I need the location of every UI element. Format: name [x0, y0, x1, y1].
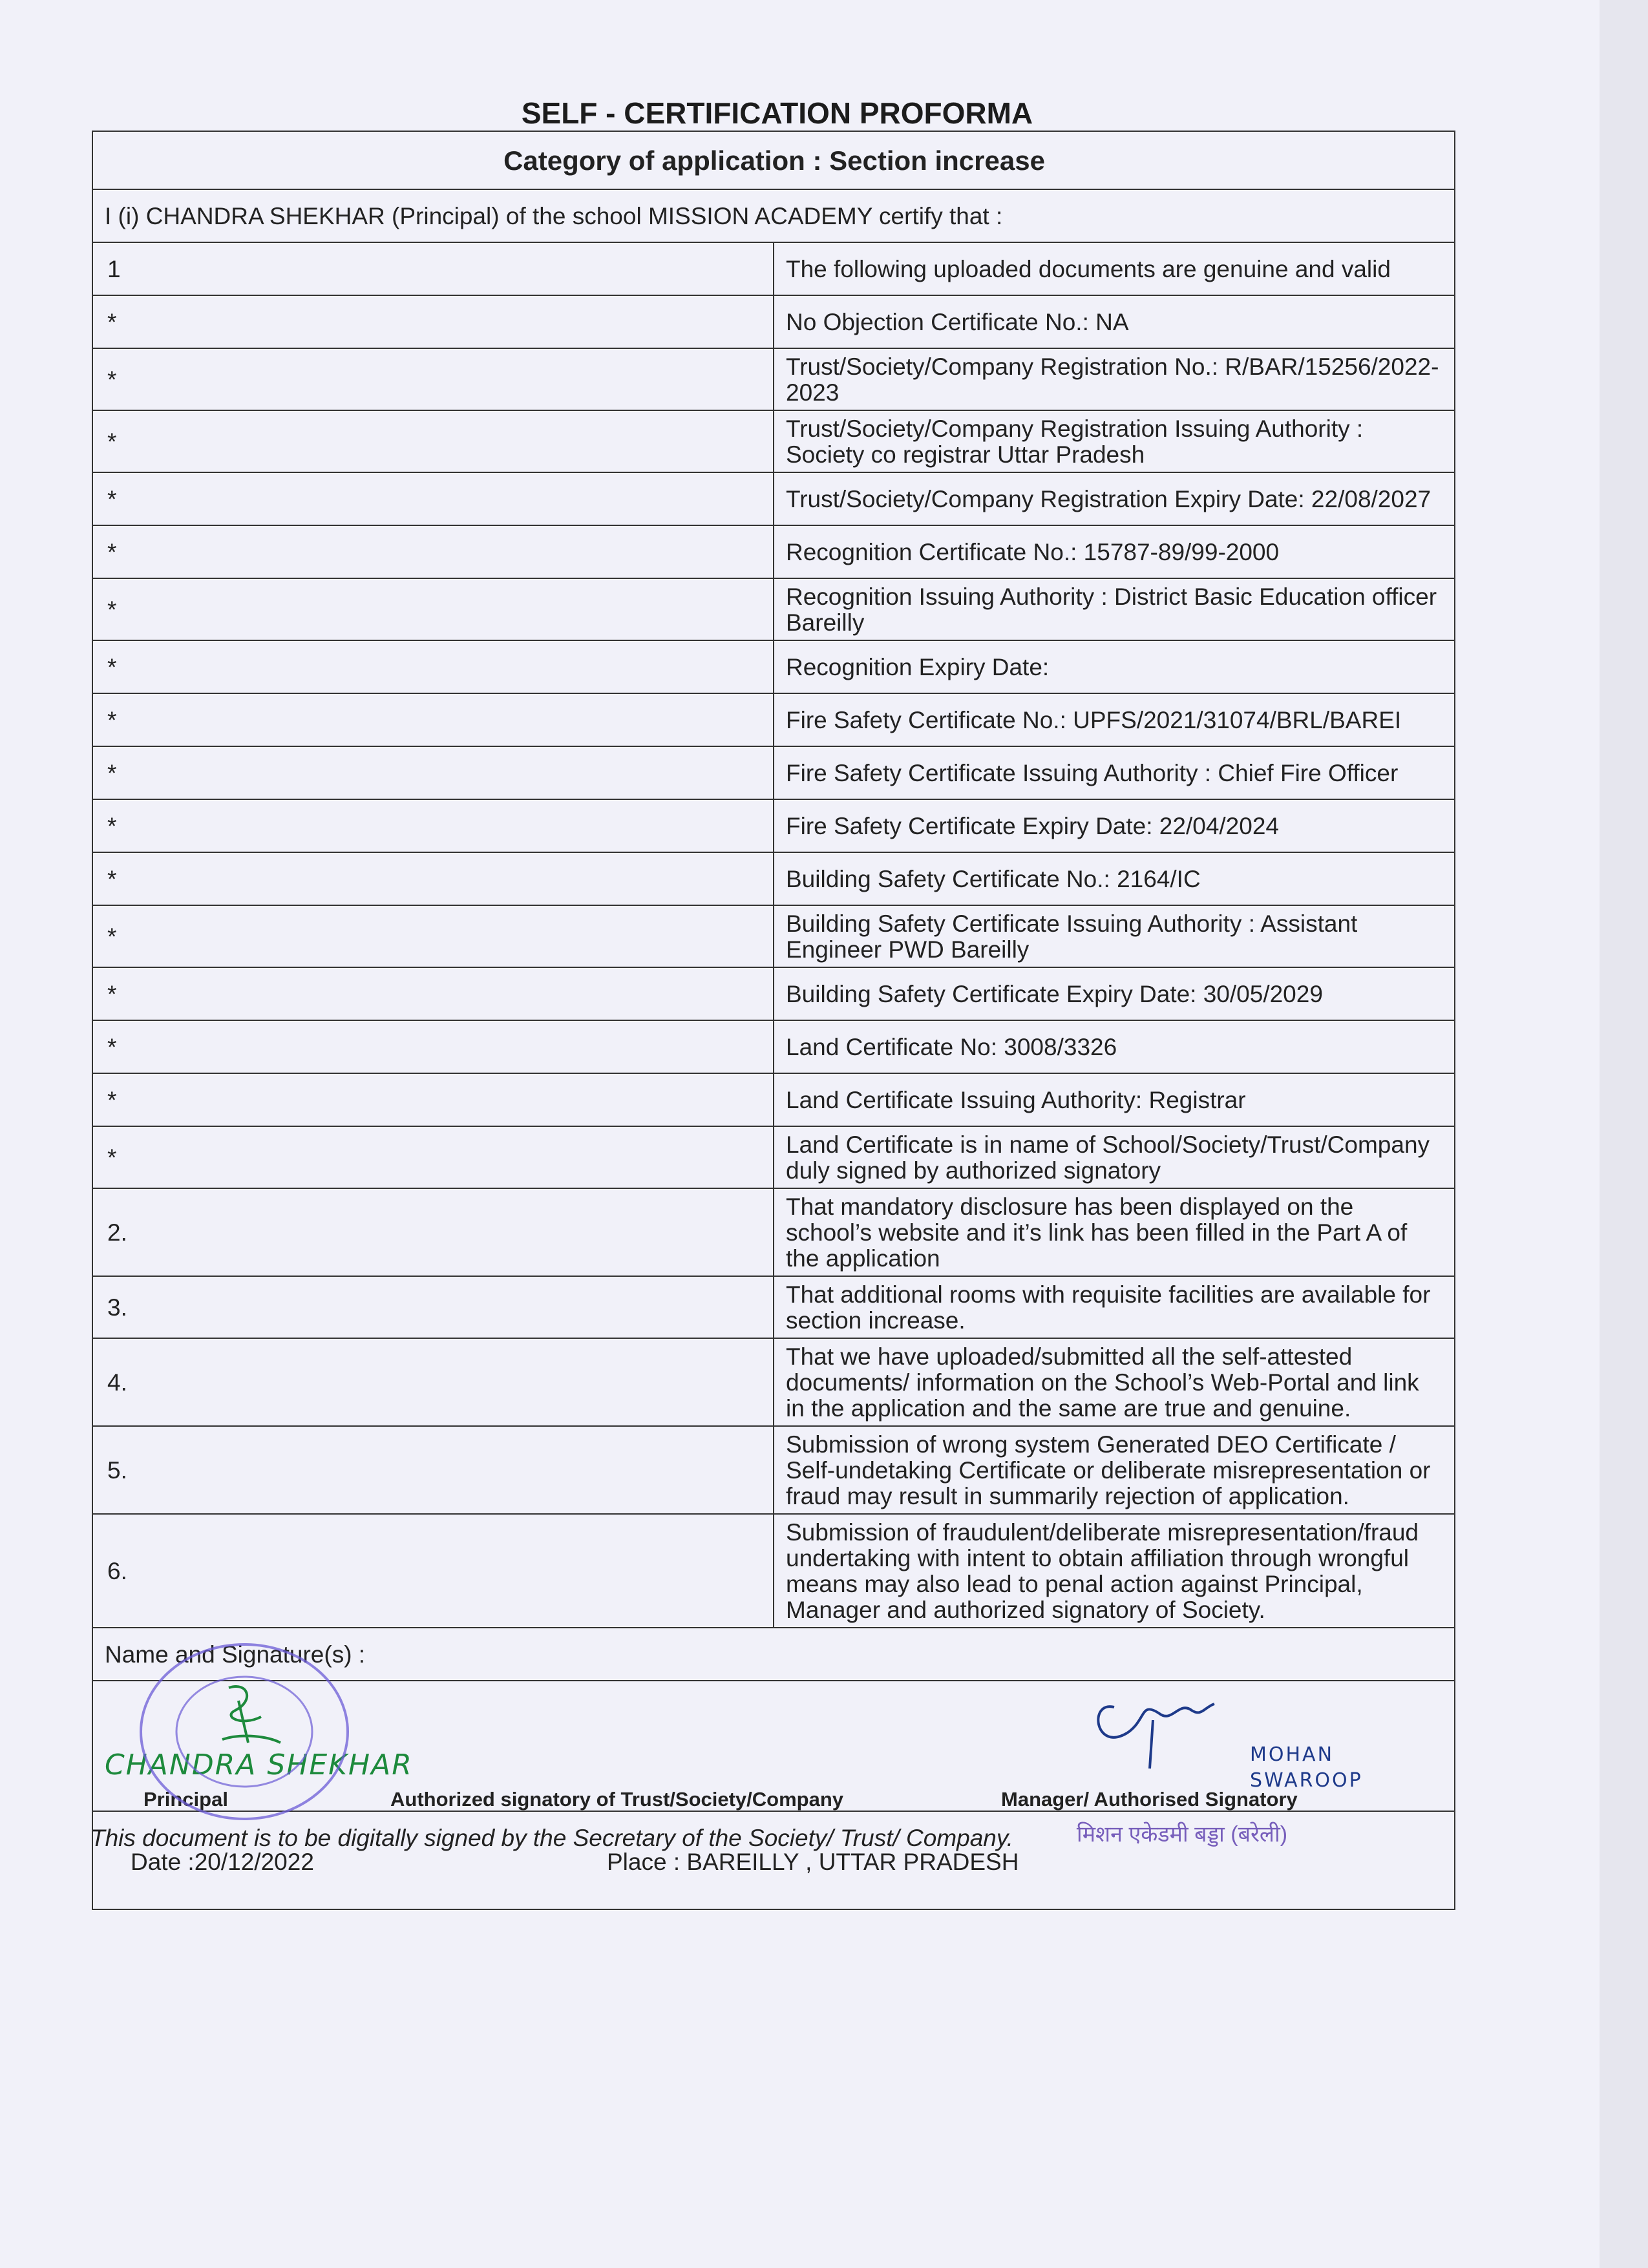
row-text: Recognition Issuing Authority : District Basic Education officer Bareilly	[774, 578, 1455, 640]
row-number: *	[92, 410, 774, 472]
trust-signatory-label: Authorized signatory of Trust/Society/Company	[390, 1788, 844, 1811]
row-text: Building Safety Certificate Issuing Authority : Assistant Engineer PWD Bareilly	[774, 905, 1455, 967]
row-text: Fire Safety Certificate No.: UPFS/2021/31074/BRL/BAREI	[774, 693, 1455, 746]
row-text: That additional rooms with requisite facilities are available for section increase.	[774, 1276, 1455, 1338]
footer-note: This document is to be digitally signed by the Secretary of the Society/ Trust/ Company.	[90, 1825, 1013, 1851]
row-text: Building Safety Certificate Expiry Date: 30/05/2029	[774, 967, 1455, 1020]
table-row	[92, 799, 1455, 852]
row-number: 4.	[92, 1338, 774, 1426]
table-row	[92, 1276, 1455, 1338]
table-row	[92, 640, 1455, 693]
row-number: 3.	[92, 1276, 774, 1338]
row-number: 1	[92, 242, 774, 295]
category-row	[92, 131, 1455, 189]
table-row	[92, 578, 1455, 640]
row-number: *	[92, 578, 774, 640]
intro-row	[92, 189, 1455, 242]
table-row	[92, 1338, 1455, 1426]
row-text: Trust/Society/Company Registration Issuing Authority : Society co registrar Uttar Pradesh	[774, 410, 1455, 472]
row-number: 2.	[92, 1188, 774, 1276]
row-text: Submission of fraudulent/deliberate misrepresentation/fraud undertaking with intent to obtain affiliation through wrongful means may also lead to penal action against Principal, Manager and authorized signatory of Society.	[774, 1514, 1455, 1628]
row-number: *	[92, 1126, 774, 1188]
row-number: 6.	[92, 1514, 774, 1628]
row-text: Fire Safety Certificate Expiry Date: 22/04/2024	[774, 799, 1455, 852]
principal-signature-icon	[203, 1681, 293, 1752]
document-title: SELF - CERTIFICATION PROFORMA	[521, 96, 1033, 130]
intro-cell: I (i) CHANDRA SHEKHAR (Principal) of the school MISSION ACADEMY certify that :	[92, 189, 1455, 242]
row-number: *	[92, 905, 774, 967]
manager-label: Manager/ Authorised Signatory	[1001, 1788, 1298, 1811]
table-row	[92, 472, 1455, 525]
row-number: *	[92, 348, 774, 410]
signature-row	[92, 1681, 1455, 1811]
category-cell: Category of application : Section increase	[92, 131, 1455, 189]
certification-table	[92, 131, 1455, 1910]
row-text: That we have uploaded/submitted all the self-attested documents/ information on the School’s Web-Portal and link in the application and the same are true and genuine.	[774, 1338, 1455, 1426]
table-row	[92, 746, 1455, 799]
table-row	[92, 852, 1455, 905]
row-text: The following uploaded documents are genuine and valid	[774, 242, 1455, 295]
principal-label: Principal	[143, 1788, 228, 1811]
row-text: Recognition Expiry Date:	[774, 640, 1455, 693]
row-number: *	[92, 852, 774, 905]
row-number: *	[92, 746, 774, 799]
table-row	[92, 242, 1455, 295]
table-row	[92, 295, 1455, 348]
manager-stamp: मिशन एकेडमी बड्डा (बरेली)	[1076, 1822, 1288, 1847]
table-row	[92, 348, 1455, 410]
row-text: Trust/Society/Company Registration No.: R/BAR/15256/2022-2023	[774, 348, 1455, 410]
row-number: *	[92, 693, 774, 746]
row-text: Land Certificate Issuing Authority: Registrar	[774, 1073, 1455, 1126]
manager-handwritten-name: MOHAN SWAROOP	[1250, 1743, 1363, 1792]
date-text: Date :20/12/2022	[131, 1849, 314, 1875]
page-edge-shadow	[1600, 0, 1648, 2268]
row-text: That mandatory disclosure has been displayed on the school’s website and it’s link has been filled in the Part A of the application	[774, 1188, 1455, 1276]
row-number: *	[92, 640, 774, 693]
table-row	[92, 525, 1455, 578]
row-text: Fire Safety Certificate Issuing Authority : Chief Fire Officer	[774, 746, 1455, 799]
row-number: 5.	[92, 1426, 774, 1514]
table-row	[92, 1188, 1455, 1276]
row-number: *	[92, 967, 774, 1020]
table-row	[92, 1126, 1455, 1188]
signature-heading-row	[92, 1628, 1455, 1681]
row-text: Trust/Society/Company Registration Expiry Date: 22/08/2027	[774, 472, 1455, 525]
signature-cell	[92, 1681, 1455, 1811]
row-number: *	[92, 295, 774, 348]
table-row	[92, 1514, 1455, 1628]
row-number: *	[92, 799, 774, 852]
signature-heading: Name and Signature(s) :	[92, 1628, 1455, 1681]
row-text: Building Safety Certificate No.: 2164/IC	[774, 852, 1455, 905]
place-text: Place : BAREILLY , UTTAR PRADESH	[607, 1849, 1019, 1875]
table-row	[92, 1426, 1455, 1514]
row-number: *	[92, 525, 774, 578]
row-text: Land Certificate No: 3008/3326	[774, 1020, 1455, 1073]
table-row	[92, 967, 1455, 1020]
row-text: No Objection Certificate No.: NA	[774, 295, 1455, 348]
principal-handwritten-name: CHANDRA SHEKHAR	[105, 1748, 413, 1781]
row-text: Land Certificate is in name of School/Society/Trust/Company duly signed by authorized signatory	[774, 1126, 1455, 1188]
row-text: Recognition Certificate No.: 15787-89/99-2000	[774, 525, 1455, 578]
row-number: *	[92, 1073, 774, 1126]
row-number: *	[92, 472, 774, 525]
table-row	[92, 1073, 1455, 1126]
row-number: *	[92, 1020, 774, 1073]
row-text: Submission of wrong system Generated DEO Certificate / Self-undetaking Certificate or deliberate misrepresentation or fraud may result in summarily rejection of application.	[774, 1426, 1455, 1514]
table-row	[92, 1020, 1455, 1073]
table-row	[92, 905, 1455, 967]
table-row	[92, 693, 1455, 746]
table-row	[92, 410, 1455, 472]
manager-signature-icon	[1075, 1681, 1243, 1772]
